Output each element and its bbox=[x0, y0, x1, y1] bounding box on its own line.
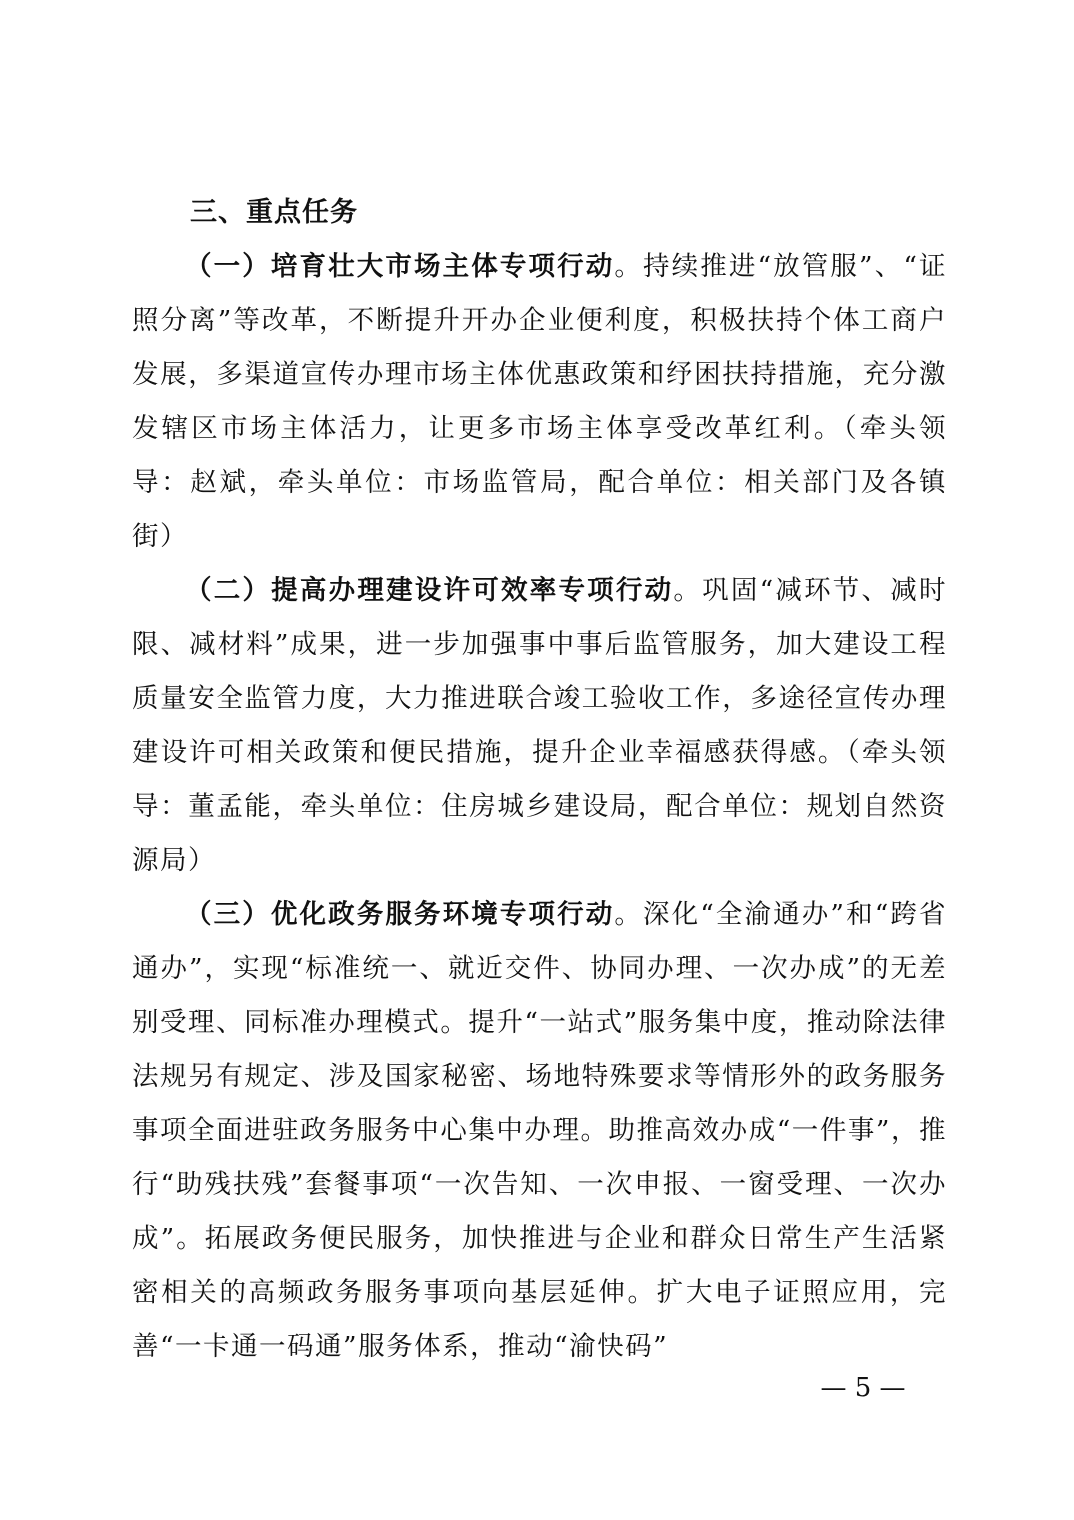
paragraph-3 bbox=[132, 888, 947, 1374]
paragraph-1 bbox=[132, 240, 947, 564]
paragraph-3-text: 。深化“全渝通办”和“跨省通办”，实现“标准统一、就近交件、协同办理、一次办成”的无差别受理、同标准办理模式。提升“一站式”服务集中度，推动除法律法规另有规定、涉及国家秘密、场地特殊要求等情形外的政务服务事项全面进驻政务服务中心集中办理。助推高效办成“一件事”，推行“助残扶残”套餐事项“一次告知、一次申报、一窗受理、一次办成”。拓展政务便民服务，加快推进与企业和群众日常生产生活紧密相关的高频政务服务事项向基层延伸。扩大电子证照应用，完善“一卡通一码通”服务体系，推动“渝快码” bbox=[132, 899, 947, 1362]
paragraph-2-text: 。巩固“减环节、减时限、减材料”成果，进一步加强事中事后监管服务，加大建设工程质量安全监管力度，大力推进联合竣工验收工作，多途径宣传办理建设许可相关政策和便民措施，提升企业幸福感获得感。（牵头领导：董孟能，牵头单位：住房城乡建设局，配合单位：规划自然资源局） bbox=[132, 575, 947, 876]
paragraph-1-lead: （一）培育壮大市场主体专项行动 bbox=[185, 251, 615, 282]
paragraph-3-lead: （三）优化政务服务环境专项行动 bbox=[185, 899, 615, 930]
section-heading: 三、重点任务 bbox=[190, 197, 358, 228]
body-text bbox=[132, 240, 947, 1374]
paragraph-1-text: 。持续推进“放管服”、“证照分离”等改革，不断提升开办企业便利度，积极扶持个体工商户发展，多渠道宣传办理市场主体优惠政策和纾困扶持措施，充分激发辖区市场主体活力，让更多市场主体享受改革红利。（牵头领导：赵斌，牵头单位：市场监管局，配合单位：相关部门及各镇街） bbox=[132, 251, 947, 552]
paragraph-2-lead: （二）提高办理建设许可效率专项行动 bbox=[185, 575, 674, 606]
paragraph-2 bbox=[132, 564, 947, 888]
page-number: — 5 — bbox=[820, 1373, 906, 1403]
